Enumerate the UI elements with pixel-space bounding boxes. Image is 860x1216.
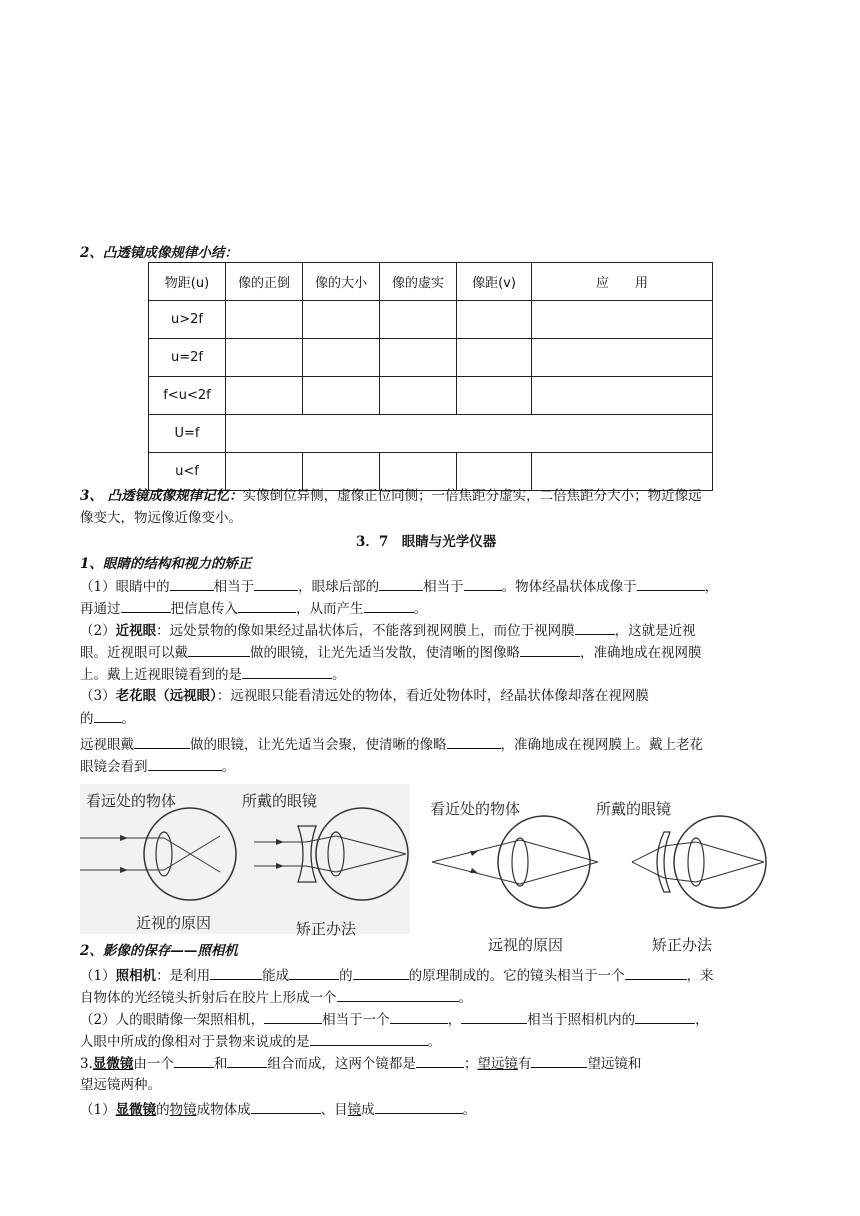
answer-blank[interactable] [390, 1010, 448, 1024]
text: ，从而产生 [296, 601, 364, 617]
col-header: 像的虚实 [380, 263, 457, 301]
memory-line-1 [80, 487, 702, 505]
empty-cell [226, 377, 303, 415]
text: 能成 [262, 968, 290, 984]
answer-blank[interactable] [170, 577, 214, 591]
text: ， [695, 1012, 709, 1028]
answer-blank[interactable] [461, 1010, 527, 1024]
answer-blank[interactable] [575, 621, 615, 635]
empty-cell [226, 453, 303, 491]
eye-paragraph-1 [80, 577, 718, 596]
text: ，这就是近视 [614, 623, 696, 639]
text: 和 [213, 1056, 228, 1072]
text: 自物体的光经镜头折射后在胶片上形成一个 [80, 990, 337, 1006]
section-title-camera: 2、影像的保存——照相机 [80, 943, 238, 959]
answer-blank[interactable] [121, 599, 171, 613]
empty-cell [226, 301, 303, 339]
text: 做的眼镜，让光先适当会聚，使清晰的像略 [190, 737, 447, 753]
answer-blank[interactable] [264, 1010, 322, 1024]
eyepiece-label: 镜 [347, 1102, 362, 1118]
text: 把信息传入 [170, 601, 238, 617]
microscope-label: 显微镜 [92, 1056, 134, 1072]
text: 组合而成，这两个镜都是 [267, 1056, 416, 1072]
eye-paragraph-2 [80, 621, 696, 640]
answer-blank[interactable] [310, 1032, 428, 1046]
text: 有 [517, 1056, 532, 1072]
text: 。 [413, 601, 427, 617]
answer-blank[interactable] [635, 1010, 695, 1024]
section-title-lens-summary: 2、凸透镜成像规律小结： [80, 245, 238, 261]
row-label: u<f [149, 453, 226, 491]
text: 。 [332, 667, 346, 683]
answer-blank[interactable] [134, 735, 190, 749]
answer-blank[interactable] [364, 599, 414, 613]
empty-cell [380, 339, 457, 377]
empty-cell [532, 339, 713, 377]
text: ， [447, 1012, 462, 1028]
answer-blank[interactable] [227, 1054, 267, 1068]
text: ， [704, 579, 719, 595]
chapter-title: 3．7 眼睛与光学仪器 [356, 534, 497, 550]
text: ，来 [686, 968, 714, 984]
answer-blank[interactable] [625, 966, 687, 980]
camera-paragraph-2 [80, 1010, 709, 1029]
text: 、目 [320, 1102, 348, 1118]
row-label: u=2f [149, 339, 226, 377]
eye-paragraph-2b [80, 643, 702, 662]
text: 的 [156, 1102, 170, 1118]
microscope-label-2: 显微镜 [115, 1102, 157, 1118]
camera-paragraph-1b [80, 988, 472, 1007]
empty-cell [380, 301, 457, 339]
fig3-bottom-caption: 远视的原因 [488, 936, 564, 954]
text: 相当于 [213, 579, 255, 595]
empty-cell [457, 453, 532, 491]
text: 。 [221, 759, 235, 775]
text: （1）眼睛中的 [80, 579, 170, 595]
fig3-top-caption: 看近处的物体 [430, 800, 521, 818]
text: （3） [80, 688, 116, 704]
table-row [149, 339, 713, 377]
text: ：远处景物的像如果经过晶状体后，不能落到视网膜上，而位于视网膜 [156, 623, 575, 639]
empty-cell [457, 377, 532, 415]
microscope-line-3 [80, 1100, 476, 1119]
empty-cell [532, 377, 713, 415]
memory-line-2: 像变大，物远像近像变小。 [80, 510, 242, 526]
answer-blank[interactable] [148, 757, 222, 771]
fig4-bottom-caption: 矫正办法 [652, 936, 713, 954]
fig1-top-caption: 看远处的物体 [86, 792, 177, 810]
empty-cell [457, 339, 532, 377]
objective-label: 物镜 [169, 1102, 197, 1118]
col-header: 物距(u) [149, 263, 226, 301]
answer-blank[interactable] [289, 966, 339, 980]
myopia-label: 近视眼 [115, 623, 157, 639]
answer-blank[interactable] [416, 1054, 464, 1068]
text: 。物体经晶状体成像于 [501, 579, 637, 595]
eye-paragraph-3 [80, 687, 649, 705]
hyperopia-eye-diagram [432, 816, 598, 908]
answer-blank[interactable] [531, 1054, 587, 1068]
empty-cell [380, 453, 457, 491]
answer-blank[interactable] [353, 966, 409, 980]
telescope-label: 望远镜 [477, 1056, 518, 1072]
memory-label: 3、 凸透镜成像规律记忆： [80, 488, 243, 504]
camera-label: 照相机 [115, 968, 157, 984]
text: 成 [361, 1102, 375, 1118]
eye-paragraph-1b [80, 599, 427, 618]
text: （1） [80, 968, 116, 984]
fig1-bottom-caption: 近视的原因 [136, 914, 212, 932]
answer-blank[interactable] [174, 1054, 214, 1068]
empty-cell [532, 301, 713, 339]
text: 上。戴上近视眼镜看到的是 [80, 667, 242, 683]
merged-empty-cell [226, 415, 713, 453]
text: 眼。近视眼可以戴 [80, 645, 188, 661]
text: ，准确地成在视网膜上。戴上老花 [500, 737, 703, 753]
text: （2）人的眼睛像一架照相机， [80, 1012, 265, 1028]
answer-blank[interactable] [94, 709, 122, 723]
microscope-line-2: 望远镜两种。 [80, 1077, 161, 1093]
table-row [149, 453, 713, 491]
text: （2） [80, 623, 116, 639]
text: ，准确地成在视网膜 [580, 645, 702, 661]
answer-blank[interactable] [238, 599, 296, 613]
text: 眼镜会看到 [80, 759, 148, 775]
answer-blank[interactable] [254, 577, 298, 591]
answer-blank[interactable] [637, 577, 705, 591]
answer-blank[interactable] [188, 643, 250, 657]
answer-blank[interactable] [464, 577, 502, 591]
table-header-row [149, 263, 713, 301]
eye-paragraph-3b [80, 709, 135, 728]
text: 远视眼戴 [80, 737, 134, 753]
camera-paragraph-1 [80, 966, 714, 985]
answer-blank[interactable] [447, 735, 501, 749]
answer-blank[interactable] [379, 577, 423, 591]
text: ：是利用 [156, 968, 211, 984]
answer-blank[interactable] [210, 966, 262, 980]
eye-paragraph-3d [80, 757, 235, 776]
row-label: f<u<2f [149, 377, 226, 415]
text: 由一个 [133, 1056, 174, 1072]
fig2-top-caption: 所戴的眼镜 [242, 792, 318, 810]
answer-blank[interactable] [337, 988, 459, 1002]
col-header: 像的大小 [303, 263, 380, 301]
lens-imaging-table [148, 262, 713, 491]
text: 做的眼镜，让光先适当发散，使清晰的图像略 [250, 645, 520, 661]
fig2-bottom-caption: 矫正办法 [296, 920, 357, 938]
empty-cell [532, 453, 713, 491]
fig4-top-caption: 所戴的眼镜 [596, 800, 672, 818]
text: 。 [458, 990, 472, 1006]
empty-cell [380, 377, 457, 415]
text: 再通过 [80, 601, 121, 617]
text: 的原理制成的。它的镜头相当于一个 [408, 968, 625, 984]
answer-blank[interactable] [251, 1100, 321, 1114]
empty-cell [303, 339, 380, 377]
text: 人眼中所成的像相对于景物来说成的是 [80, 1034, 310, 1050]
microscope-line-1 [80, 1054, 641, 1073]
col-header: 应 用 [532, 263, 713, 301]
hyperopia-label: 老花眼（远视眼） [115, 688, 217, 704]
text: 。 [427, 1034, 441, 1050]
text: 成物体成 [196, 1102, 251, 1118]
empty-cell [226, 339, 303, 377]
table-row [149, 301, 713, 339]
text: 。 [462, 1102, 477, 1118]
empty-cell [457, 301, 532, 339]
text: （1） [80, 1102, 116, 1118]
text: 3. [80, 1056, 93, 1072]
answer-blank[interactable] [242, 665, 332, 679]
col-header: 像的正倒 [226, 263, 303, 301]
eye-paragraph-2c [80, 665, 346, 684]
text: ，眼球后部的 [298, 579, 380, 595]
row-label: u>2f [149, 301, 226, 339]
eye-paragraph-3c [80, 735, 703, 754]
empty-cell [303, 453, 380, 491]
text: 相当于一个 [322, 1012, 390, 1028]
text: 的 [80, 711, 94, 727]
row-label: U=f [149, 415, 226, 453]
text: ：远视眼只能看清远处的物体，看近处物体时，经晶状体像却落在视网膜 [216, 688, 649, 704]
answer-blank[interactable] [375, 1100, 463, 1114]
vision-correction-figures [80, 784, 780, 954]
convex-lens-correction-diagram [632, 816, 766, 908]
empty-cell [303, 301, 380, 339]
section-title-eye: 1、眼睛的结构和视力的矫正 [80, 556, 252, 572]
text: ； [463, 1056, 478, 1072]
answer-blank[interactable] [520, 643, 580, 657]
text: 相当于 [423, 579, 464, 595]
table-row [149, 377, 713, 415]
col-header: 像距(v) [457, 263, 532, 301]
memory-text: 实像倒位异侧，虚像正位同侧；一倍焦距分虚实，二倍焦距分大小；物近像远 [242, 488, 702, 504]
table-row [149, 415, 713, 453]
text: 。 [121, 711, 135, 727]
camera-paragraph-2b [80, 1032, 441, 1051]
text: 的 [339, 968, 353, 984]
text: 望远镜和 [587, 1056, 642, 1072]
empty-cell [303, 377, 380, 415]
text: 相当于照相机内的 [527, 1012, 636, 1028]
